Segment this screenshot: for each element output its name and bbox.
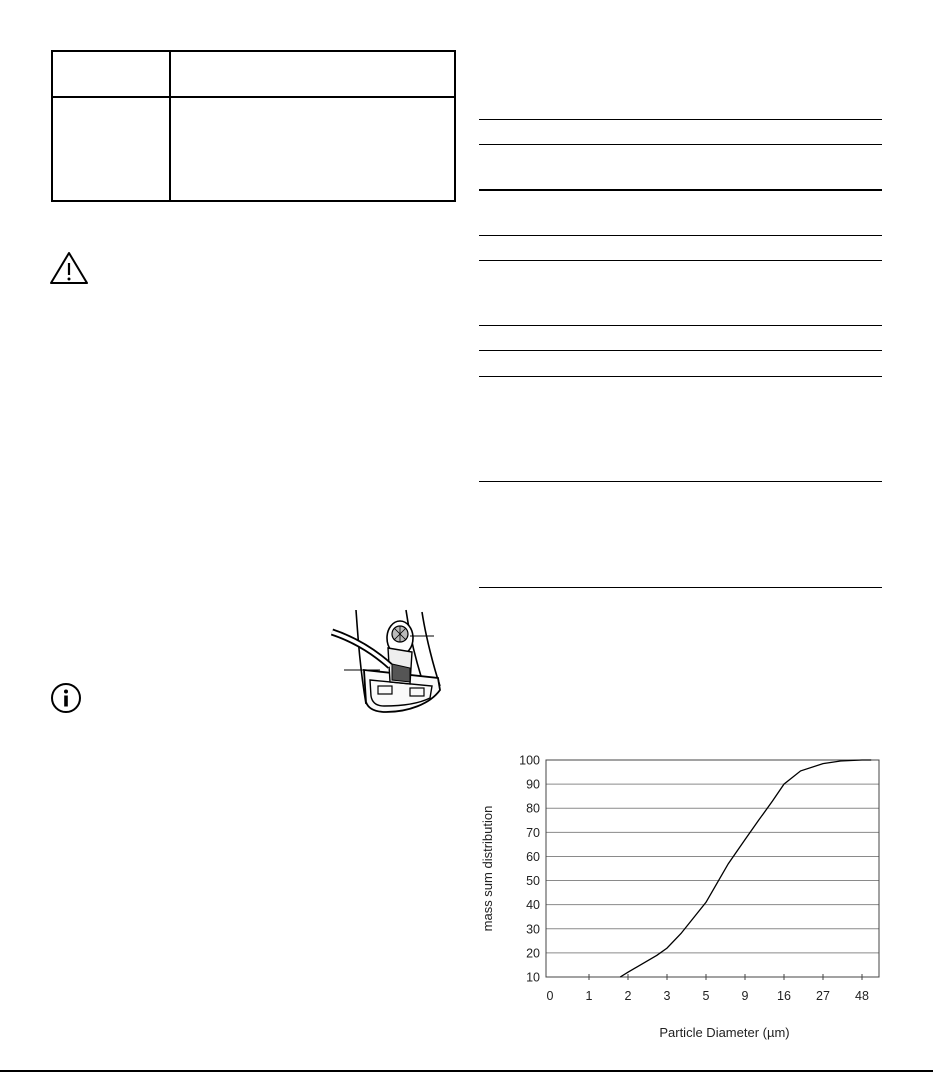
table-rule — [479, 376, 882, 377]
table-rule — [479, 144, 882, 145]
chart-x-tick-label: 27 — [816, 989, 830, 1003]
chart-y-tick-label: 80 — [526, 801, 540, 816]
chart-plot-area — [546, 760, 879, 977]
chart-y-tick-label: 90 — [526, 777, 540, 792]
chart-y-tick-label: 70 — [526, 825, 540, 840]
spec-table-column-divider — [169, 50, 171, 202]
chart-x-tick-label: 9 — [741, 989, 749, 1003]
table-rule — [479, 189, 882, 191]
chart-x-axis-label: Particle Diameter (µm) — [659, 1025, 790, 1040]
chart-x-tick-label: 48 — [855, 989, 869, 1003]
table-rule — [479, 260, 882, 261]
warning-triangle-icon — [48, 250, 90, 286]
chart-x-tick-label: 2 — [624, 989, 632, 1003]
chart-y-tick-label: 30 — [526, 922, 540, 937]
chart-x-axis — [547, 974, 869, 1003]
chart-x-tick-label: 1 — [585, 989, 593, 1003]
table-rule — [479, 325, 882, 326]
chart-y-tick-label: 100 — [519, 753, 540, 768]
chart-series-line — [620, 760, 871, 977]
chart-y-axis — [519, 754, 540, 985]
chart-y-tick-label: 10 — [526, 970, 540, 985]
spec-table-row-divider — [51, 96, 456, 98]
chart-x-tick-label: 0 — [546, 989, 554, 1003]
chart-x-tick-label: 16 — [777, 989, 791, 1003]
chart-y-tick-label: 50 — [526, 874, 540, 889]
chart-gridlines — [546, 760, 879, 977]
chart-x-tick-label: 5 — [702, 989, 710, 1003]
chart-y-tick-label: 60 — [526, 849, 540, 864]
device-mounting-illustration — [330, 608, 448, 720]
chart-y-tick-label: 20 — [526, 946, 540, 961]
chart-y-axis-label: mass sum distribution — [480, 805, 495, 932]
chart-y-tick-label: 40 — [526, 898, 540, 913]
particle-size-chart — [470, 745, 890, 1050]
chart-x-tick-label: 3 — [663, 989, 671, 1003]
table-rule — [479, 587, 882, 588]
table-rule — [479, 350, 882, 351]
table-rule — [479, 119, 882, 120]
table-rule — [479, 235, 882, 236]
info-circle-icon — [50, 682, 82, 714]
table-rule — [479, 481, 882, 482]
spec-table — [51, 50, 456, 202]
